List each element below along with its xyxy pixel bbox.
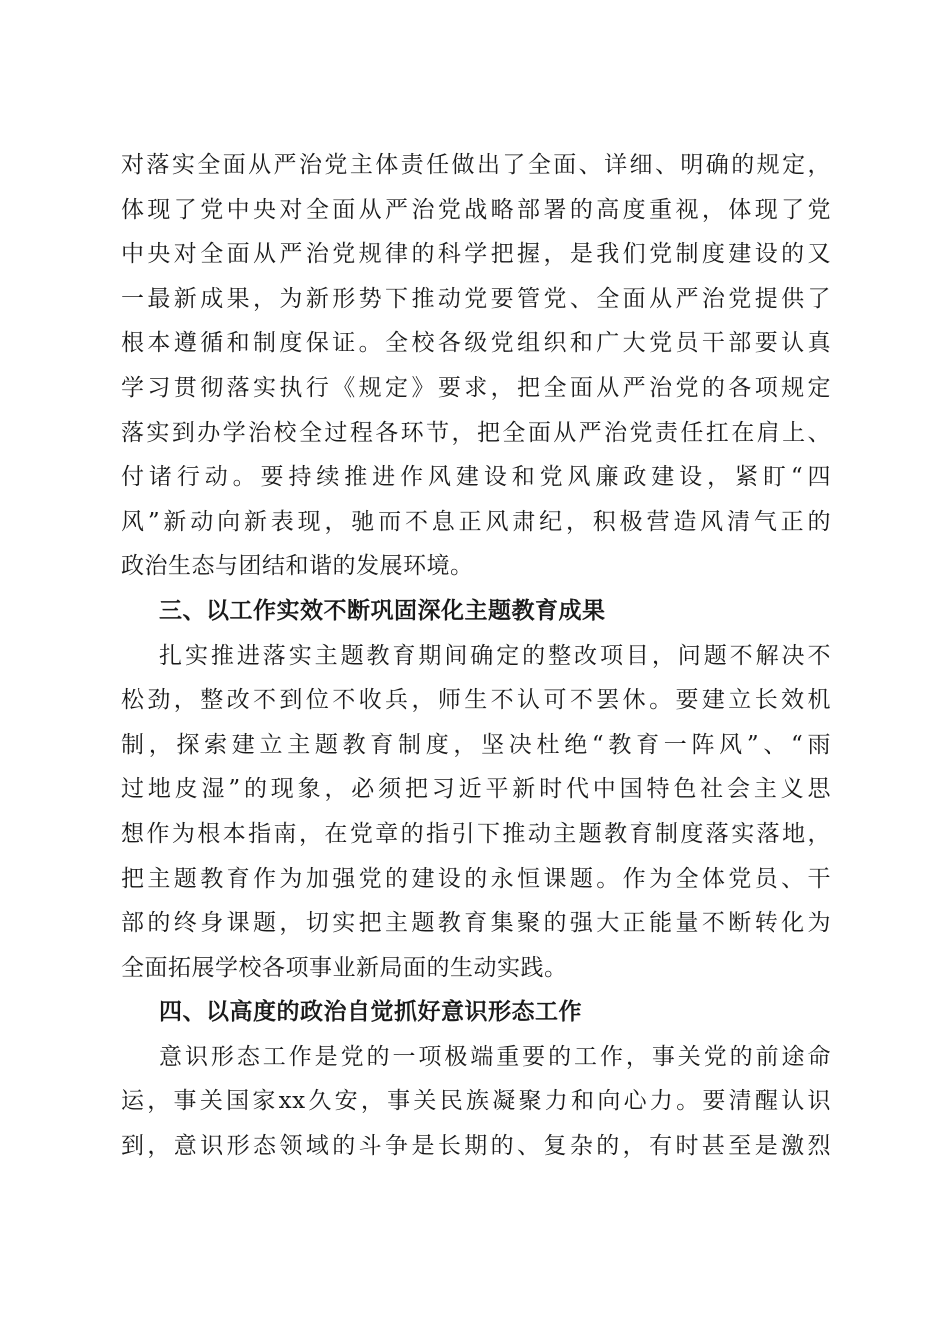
text-line: 一最新成果，为新形势下推动党要管党、全面从严治党提供了 bbox=[121, 285, 831, 312]
text-line: 把主题教育作为加强党的建设的永恒课题。作为全体党员、干 bbox=[121, 865, 831, 892]
section-heading-3: 三、以工作实效不断巩固深化主题教育成果 bbox=[159, 597, 606, 624]
text-line: 体现了党中央对全面从严治党战略部署的高度重视，体现了党 bbox=[121, 196, 831, 223]
text-line: 对落实全面从严治党主体责任做出了全面、详细、明确的规定， bbox=[121, 152, 831, 178]
text-line: 政治生态与团结和谐的发展环境。 bbox=[121, 553, 474, 580]
text-line: 松劲，整改不到位不收兵，师生不认可不罢休。要建立长效机 bbox=[121, 687, 831, 714]
text-line: 想作为根本指南，在党章的指引下推动主题教育制度落实落地， bbox=[121, 820, 831, 847]
paragraph-3 bbox=[121, 1035, 831, 1169]
text-line: 中央对全面从严治党规律的科学把握，是我们党制度建设的又 bbox=[121, 241, 831, 268]
paragraph-1 bbox=[121, 143, 831, 589]
text-line: 到，意识形态领域的斗争是长期的、复杂的，有时甚至是激烈 bbox=[121, 1133, 831, 1160]
text-line: 学习贯彻落实执行《规定》要求，把全面从严治党的各项规定 bbox=[121, 374, 831, 401]
text-line: 意识形态工作是党的一项极端重要的工作，事关党的前途命 bbox=[159, 1043, 831, 1070]
document-body bbox=[121, 143, 831, 1169]
text-line: 风”新动向新表现，驰而不息正风肃纪，积极营造风清气正的 bbox=[121, 508, 831, 535]
text-line: 扎实推进落实主题教育期间确定的整改项目，问题不解决不 bbox=[159, 642, 831, 669]
text-line: 全面拓展学校各项事业新局面的生动实践。 bbox=[121, 954, 568, 981]
text-line: 付诸行动。要持续推进作风建设和党风廉政建设，紧盯“四 bbox=[121, 464, 831, 491]
text-line: 过地皮湿”的现象，必须把习近平新时代中国特色社会主义思 bbox=[121, 776, 831, 803]
paragraph-2 bbox=[121, 634, 831, 991]
text-line: 落实到办学治校全过程各环节，把全面从严治党责任扛在肩上、 bbox=[121, 419, 831, 446]
section-heading-4: 四、以高度的政治自觉抓好意识形态工作 bbox=[159, 999, 582, 1026]
text-line: 制，探索建立主题教育制度，坚决杜绝“教育一阵风”、“雨 bbox=[121, 731, 831, 758]
text-line: 运，事关国家xx久安，事关民族凝聚力和向心力。要清醒认识 bbox=[121, 1088, 831, 1115]
text-line: 根本遵循和制度保证。全校各级党组织和广大党员干部要认真 bbox=[121, 330, 831, 357]
text-line: 部的终身课题，切实把主题教育集聚的强大正能量不断转化为 bbox=[121, 910, 831, 937]
